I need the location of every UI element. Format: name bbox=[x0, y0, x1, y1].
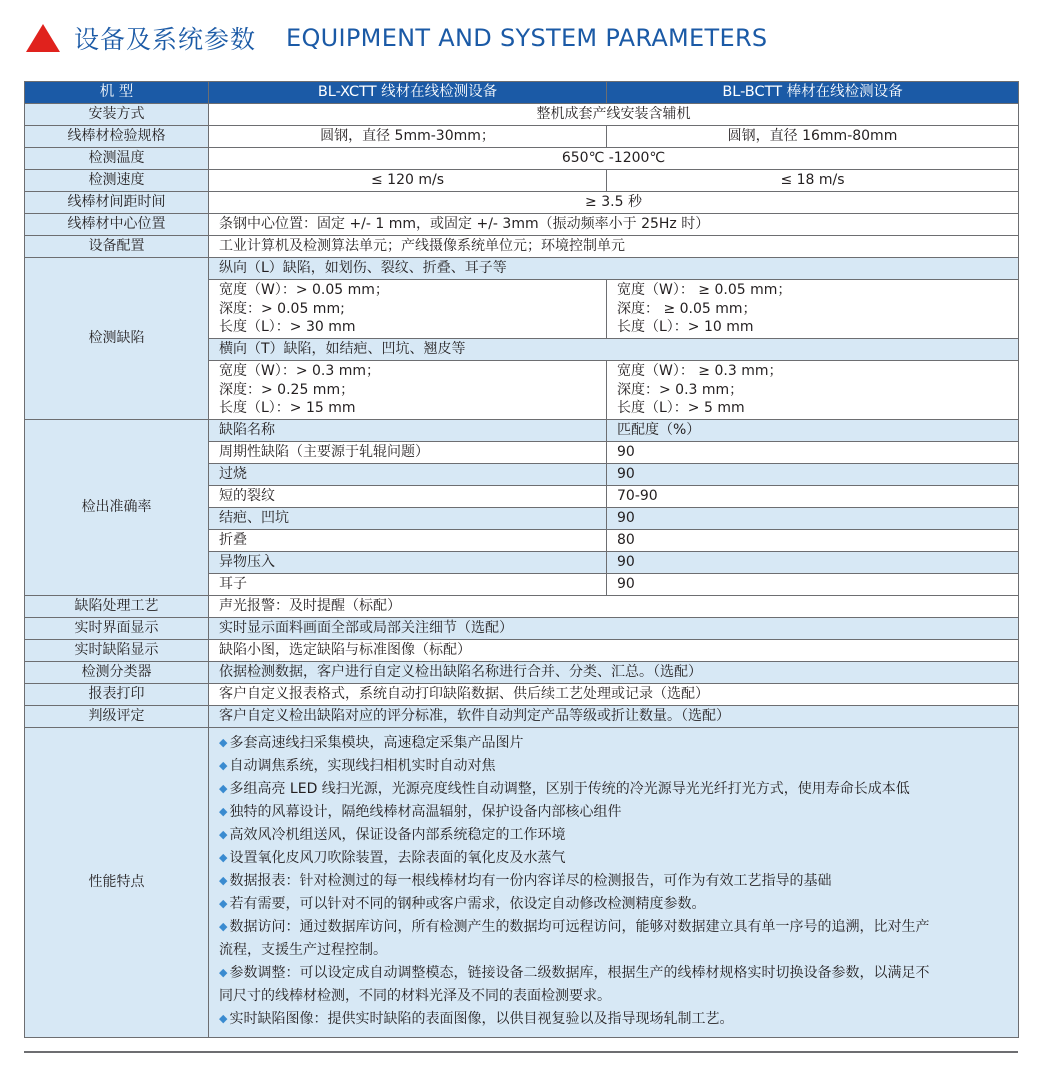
performance-item: ◆ 参数调整：可以设定成自动调整模态，链接设备二级数据库，根据生产的线棒材规格实时切换设备参数，以满足不 bbox=[219, 965, 930, 981]
accuracy-rate: 90 bbox=[607, 442, 1019, 464]
classifier-value: 依据检测数据，客户进行自定义检出缺陷名称进行合并、分类、汇总。（选配） bbox=[209, 662, 1019, 684]
temp-label: 检测温度 bbox=[25, 148, 209, 170]
speed-a: ≤ 120 m/s bbox=[209, 170, 607, 192]
spec-a: 圆钢，直径 5mm-30mm； bbox=[209, 126, 607, 148]
heading-chinese: 设备及系统参数 bbox=[74, 25, 257, 54]
diamond-bullet-icon: ◆ bbox=[219, 828, 228, 841]
accuracy-name: 异物压入 bbox=[209, 552, 607, 574]
bottom-rule bbox=[24, 1051, 1018, 1053]
handling-value: 声光报警：及时提醒（标配） bbox=[209, 596, 1019, 618]
performance-item: 流程，支援生产过程控制。 bbox=[219, 942, 387, 958]
performance-item: ◆ 独特的风幕设计，隔绝线棒材高温辐射，保护设备内部核心组件 bbox=[219, 804, 622, 820]
row-speed bbox=[25, 170, 1019, 192]
accuracy-label: 检出准确率 bbox=[25, 420, 209, 596]
row-temp bbox=[25, 148, 1019, 170]
accuracy-head-rate: 匹配度（%） bbox=[607, 420, 1019, 442]
row-performance bbox=[25, 728, 1019, 1038]
realtime-defect-value: 缺陷小图，选定缺陷与标准图像（标配） bbox=[209, 640, 1019, 662]
diamond-bullet-icon: ◆ bbox=[219, 805, 228, 818]
row-spec bbox=[25, 126, 1019, 148]
defects-trans-a: 宽度（W）：> 0.3 mm； 深度：> 0.25 mm； 长度（L）：> 15 mm bbox=[209, 361, 607, 420]
accuracy-name: 周期性缺陷（主要源于轧辊问题） bbox=[209, 442, 607, 464]
performance-item: ◆ 数据访问：通过数据库访问，所有检测产生的数据均可远程访问，能够对数据建立具有单一序号的追溯，比对生产 bbox=[219, 919, 930, 935]
row-handling bbox=[25, 596, 1019, 618]
temp-value: 650℃ -1200℃ bbox=[209, 148, 1019, 170]
diamond-bullet-icon: ◆ bbox=[219, 874, 228, 887]
diamond-bullet-icon: ◆ bbox=[219, 897, 228, 910]
defects-trans-b: 宽度（W）： ≥ 0.3 mm； 深度：> 0.3 mm； 长度（L）：> 5 mm bbox=[607, 361, 1019, 420]
row-defects-long-title bbox=[25, 258, 1019, 280]
realtime-defect-label: 实时缺陷显示 bbox=[25, 640, 209, 662]
performance-item: ◆ 若有需要，可以针对不同的钢种或客户需求，依设定自动修改检测精度参数。 bbox=[219, 896, 706, 912]
center-value: 条钢中心位置：固定 +/- 1 mm，或固定 +/- 3mm（振动频率小于 25Hz 时） bbox=[209, 214, 1019, 236]
realtime-ui-label: 实时界面显示 bbox=[25, 618, 209, 640]
accuracy-name: 短的裂纹 bbox=[209, 486, 607, 508]
defects-long-b: 宽度（W）： ≥ 0.05 mm； 深度： ≥ 0.05 mm； 长度（L）：> 10 mm bbox=[607, 280, 1019, 339]
realtime-ui-value: 实时显示面料画面全部或局部关注细节（选配） bbox=[209, 618, 1019, 640]
accuracy-rate: 90 bbox=[607, 464, 1019, 486]
diamond-bullet-icon: ◆ bbox=[219, 782, 228, 795]
performance-item: ◆ 设置氧化皮风刀吹除装置，去除表面的氧化皮及水蒸气 bbox=[219, 850, 566, 866]
parameters-table bbox=[24, 81, 1019, 1038]
config-value: 工业计算机及检测算法单元；产线摄像系统单位元；环境控制单元 bbox=[209, 236, 1019, 258]
speed-b: ≤ 18 m/s bbox=[607, 170, 1019, 192]
performance-list bbox=[209, 728, 1019, 1038]
red-triangle-icon bbox=[26, 24, 60, 52]
defects-trans-title: 横向（T）缺陷，如结疤、凹坑、翘皮等 bbox=[209, 339, 1019, 361]
table-header-row bbox=[25, 82, 1019, 104]
diamond-bullet-icon: ◆ bbox=[219, 966, 228, 979]
grading-value: 客户自定义检出缺陷对应的评分标准，软件自动判定产品等级或折让数量。（选配） bbox=[209, 706, 1019, 728]
performance-item: ◆ 自动调焦系统，实现线扫相机实时自动对焦 bbox=[219, 758, 496, 774]
classifier-label: 检测分类器 bbox=[25, 662, 209, 684]
row-grading bbox=[25, 706, 1019, 728]
row-realtime-defect bbox=[25, 640, 1019, 662]
diamond-bullet-icon: ◆ bbox=[219, 1012, 228, 1025]
diamond-bullet-icon: ◆ bbox=[219, 851, 228, 864]
accuracy-rate: 80 bbox=[607, 530, 1019, 552]
header-model-label: 机 型 bbox=[25, 82, 209, 104]
defects-long-title: 纵向（L）缺陷，如划伤、裂纹、折叠、耳子等 bbox=[209, 258, 1019, 280]
row-report bbox=[25, 684, 1019, 706]
config-label: 设备配置 bbox=[25, 236, 209, 258]
diamond-bullet-icon: ◆ bbox=[219, 759, 228, 772]
performance-item: ◆ 实时缺陷图像：提供实时缺陷的表面图像，以供目视复验以及指导现场轧制工艺。 bbox=[219, 1011, 734, 1027]
accuracy-head-name: 缺陷名称 bbox=[209, 420, 607, 442]
row-config bbox=[25, 236, 1019, 258]
row-center bbox=[25, 214, 1019, 236]
accuracy-name: 过烧 bbox=[209, 464, 607, 486]
performance-item: ◆ 高效风冷机组送风，保证设备内部系统稳定的工作环境 bbox=[219, 827, 566, 843]
heading-english: EQUIPMENT AND SYSTEM PARAMETERS bbox=[286, 24, 768, 52]
row-interval bbox=[25, 192, 1019, 214]
handling-label: 缺陷处理工艺 bbox=[25, 596, 209, 618]
accuracy-rate: 90 bbox=[607, 508, 1019, 530]
report-label: 报表打印 bbox=[25, 684, 209, 706]
section-heading bbox=[26, 20, 767, 56]
row-accuracy-head bbox=[25, 420, 1019, 442]
center-label: 线棒材中心位置 bbox=[25, 214, 209, 236]
interval-label: 线棒材间距时间 bbox=[25, 192, 209, 214]
accuracy-name: 耳子 bbox=[209, 574, 607, 596]
performance-label: 性能特点 bbox=[25, 728, 209, 1038]
accuracy-rate: 70-90 bbox=[607, 486, 1019, 508]
accuracy-name: 结疤、凹坑 bbox=[209, 508, 607, 530]
accuracy-name: 折叠 bbox=[209, 530, 607, 552]
diamond-bullet-icon: ◆ bbox=[219, 736, 228, 749]
report-value: 客户自定义报表格式，系统自动打印缺陷数据、供后续工艺处理或记录（选配） bbox=[209, 684, 1019, 706]
spec-b: 圆钢，直径 16mm-80mm bbox=[607, 126, 1019, 148]
install-label: 安装方式 bbox=[25, 104, 209, 126]
performance-item: ◆ 数据报表：针对检测过的每一根线棒材均有一份内容详尽的检测报告，可作为有效工艺指导的基础 bbox=[219, 873, 832, 889]
spec-label: 线棒材检验规格 bbox=[25, 126, 209, 148]
defects-long-a: 宽度（W）：> 0.05 mm； 深度：> 0.05 mm; 长度（L）：> 30 mm bbox=[209, 280, 607, 339]
install-value: 整机成套产线安装含辅机 bbox=[209, 104, 1019, 126]
diamond-bullet-icon: ◆ bbox=[219, 920, 228, 933]
interval-value: ≥ 3.5 秒 bbox=[209, 192, 1019, 214]
row-classifier bbox=[25, 662, 1019, 684]
performance-item: ◆ 多组高亮 LED 线扫光源，光源亮度线性自动调整，区别于传统的冷光源导光光纤打光方式，使用寿命长成本低 bbox=[219, 781, 910, 797]
speed-label: 检测速度 bbox=[25, 170, 209, 192]
header-model-b: BL-BCTT 棒材在线检测设备 bbox=[607, 82, 1019, 104]
performance-item: 同尺寸的线棒材检测，不同的材料光泽及不同的表面检测要求。 bbox=[219, 988, 611, 1004]
defects-label: 检测缺陷 bbox=[25, 258, 209, 420]
row-install bbox=[25, 104, 1019, 126]
accuracy-rate: 90 bbox=[607, 574, 1019, 596]
accuracy-rate: 90 bbox=[607, 552, 1019, 574]
performance-item: ◆ 多套高速线扫采集模块，高速稳定采集产品图片 bbox=[219, 735, 524, 751]
row-realtime-ui bbox=[25, 618, 1019, 640]
header-model-a: BL-XCTT 线材在线检测设备 bbox=[209, 82, 607, 104]
grading-label: 判级评定 bbox=[25, 706, 209, 728]
